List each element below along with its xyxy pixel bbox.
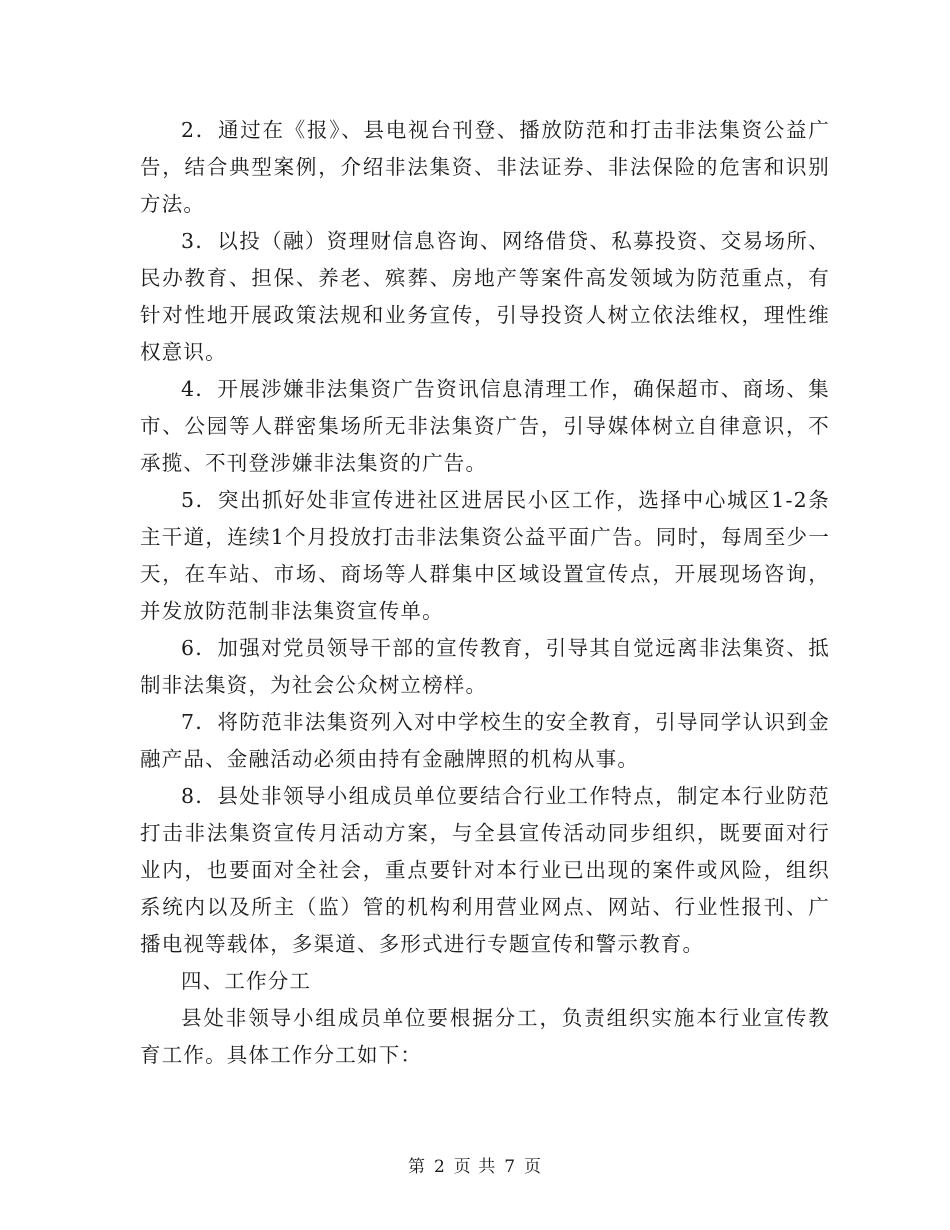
paragraph-item-3: 3．以投（融）资理财信息咨询、网络借贷、私募投资、交易场所、民办教育、担保、养老、殡葬、房地产等案件高发领域为防范重点，有针对性地开展政策法规和业务宣传，引导投资人树立依法维权，理性维权意识。 <box>140 229 830 364</box>
paragraph-item-8: 8．县处非领导小组成员单位要结合行业工作特点，制定本行业防范打击非法集资宣传月活动方案，与全县宣传活动同步组织，既要面对行业内，也要面对全社会，重点要针对本行业已出现的案件或风险，组织系统内以及所主（监）管的机构利用营业网点、网站、行业性报刊、广播电视等载体，多渠道、多形式进行专题宣传和警示教育。 <box>140 784 830 956</box>
paragraph-item-2: 2．通过在《报》、县电视台刊登、播放防范和打击非法集资公益广告，结合典型案例，介绍非法集资、非法证券、非法保险的危害和识别方法。 <box>140 118 830 216</box>
footer-suffix: 页 <box>524 1157 543 1177</box>
footer-prefix: 第 <box>407 1157 426 1177</box>
paragraph-item-5: 5．突出抓好处非宣传进社区进居民小区工作，选择中心城区1-2条主干道，连续1个月投放打击非法集资公益平面广告。同时，每周至少一天，在车站、市场、商场等人群集中区域设置宣传点，开展现场咨询，并发放防范制非法集资宣传单。 <box>140 488 830 623</box>
footer-total-pages: 7 <box>504 1157 517 1177</box>
footer-page-number: 2 <box>433 1157 446 1177</box>
closing-paragraph: 县处非领导小组成员单位要根据分工，负责组织实施本行业宣传教育工作。具体工作分工如下： <box>140 1006 830 1067</box>
paragraph-item-7: 7．将防范非法集资列入对中学校生的安全教育，引导同学认识到金融产品、金融活动必须由持有金融牌照的机构从事。 <box>140 710 830 771</box>
document-body <box>140 112 830 1074</box>
paragraph-item-6: 6．加强对党员领导干部的宣传教育，引导其自觉远离非法集资、抵制非法集资，为社会公众树立榜样。 <box>140 636 830 697</box>
page-footer <box>0 1152 950 1177</box>
section-heading: 四、工作分工 <box>181 969 312 993</box>
footer-middle: 页 共 <box>453 1157 497 1177</box>
paragraph-item-4: 4．开展涉嫌非法集资广告资讯信息清理工作，确保超市、商场、集市、公园等人群密集场所无非法集资广告，引导媒体树立自律意识，不承揽、不刊登涉嫌非法集资的广告。 <box>140 377 830 475</box>
